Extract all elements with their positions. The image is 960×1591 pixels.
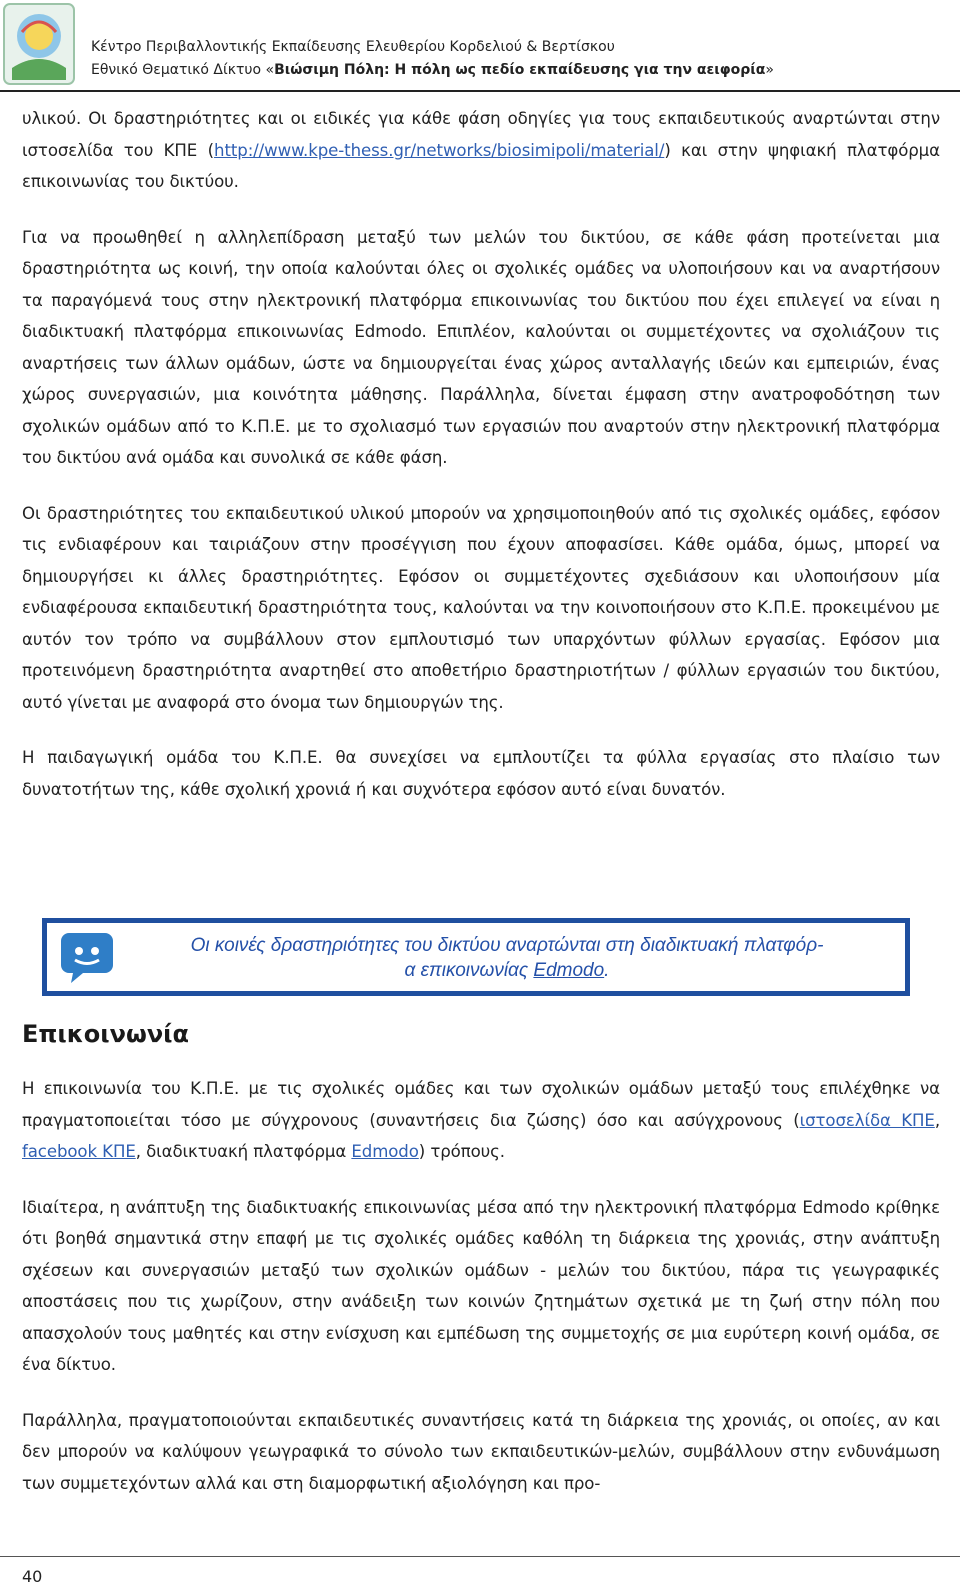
- paragraph-1: υλικού. Οι δραστηριότητες και οι ειδικές για κάθε φάση οδηγίες για τους εκπαιδευτικούς αναρτώνται στην ιστοσελίδα του ΚΠΕ (http://www.kpe-thess.gr/networks/biosimipoli/material/) και στην ψηφιακή πλατφόρμα επικοινωνίας του δικτύου.: [22, 109, 940, 191]
- edmodo-logo-icon: [59, 929, 115, 985]
- section-heading: Επικοινωνία: [22, 1020, 190, 1048]
- paragraph-6: Ιδιαίτερα, η ανάπτυξη της διαδικτυακής επικοινωνίας μέσα από την ηλεκτρονική πλατφόρμα Edmodo κρίθηκε ότι βοηθά σημαντικά στην επαφή με τις σχολικές ομάδες καθόλη τη διάρκεια της χρονιάς, στην ανάπτυξη σχέσεων και συνεργασιών μεταξύ των σχολικών ομάδων - μελών του δικτύου, πάρα τις γεωγραφικές αποστάσεις που τις χωρίζουν, στην ανάδειξη των κοινών ζητημάτων σχετικά με τη ζωή στην πόλη που απασχολούν τους μαθητές και στην ενίσχυση και εμπέδωση της συμμετοχής σε μια ευρύτερη κοινή ομάδα, σε ένα δίκτυο.: [22, 1197, 940, 1374]
- edmodo-link[interactable]: Edmodo: [351, 1142, 419, 1161]
- paragraph-4: Η παιδαγωγική ομάδα του Κ.Π.Ε. θα συνεχίσει να εμπλουτίζει τα φύλλα εργασίας στο πλαίσιο των δυνατοτήτων της, κάθε σχολική χρονιά ή και συχνότερα εφόσον αυτό είναι δυνατόν.: [22, 748, 940, 799]
- page-header: [0, 0, 960, 92]
- kpe-facebook-link[interactable]: facebook ΚΠΕ: [22, 1142, 136, 1161]
- paragraph-7: Παράλληλα, πραγματοποιούνται εκπαιδευτικές συναντήσεις κατά τη διάρκεια της χρονιάς, οι οποίες, αν και δεν μπορούν να καλύψουν γεωγραφικά το σύνολο των εκπαιδευτικών-μελών, συμβάλλουν στην ενδυνάμωση των συμμετεχόντων αλλά και στη διαμορφωτική αξιολόγηση και προ-: [22, 1410, 940, 1493]
- kpe-logo-icon: [2, 2, 76, 86]
- body-section-1: [22, 103, 940, 805]
- callout-text: [127, 933, 887, 983]
- material-link[interactable]: http://www.kpe-thess.gr/networks/biosimipoli/material/: [214, 140, 665, 160]
- body-section-2: [22, 1073, 940, 1499]
- header-line-1: Κέντρο Περιβαλλοντικής Εκπαίδευσης Ελευθερίου Κορδελιού & Βερτίσκου: [91, 39, 615, 55]
- callout-edmodo-link[interactable]: Edmodo: [533, 960, 605, 981]
- kpe-website-link[interactable]: ιστοσελίδα ΚΠΕ: [799, 1110, 935, 1130]
- header-text: [91, 36, 774, 82]
- header-divider: [0, 90, 960, 92]
- footer-divider: [0, 1556, 960, 1557]
- edmodo-callout-box: [42, 918, 910, 996]
- page-number: 40: [22, 1567, 43, 1586]
- header-line-2: Εθνικό Θεματικό Δίκτυο «Βιώσιμη Πόλη: Η πόλη ως πεδίο εκπαίδευσης για την αειφορία»: [91, 62, 774, 78]
- callout-line-1: Οι κοινές δραστηριότητες του δικτύου αναρτώνται στη διαδικτυακή πλατφόρ-: [190, 935, 824, 956]
- paragraph-5: Η επικοινωνία του Κ.Π.Ε. με τις σχολικές ομάδες και των σχολικών ομάδων μεταξύ τους επιλέχθηκε να πραγματοποιείται τόσο με σύγχρονους (συναντήσεις δια ζώσης) όσο και ασύγχρονους (ιστοσελίδα ΚΠΕ, facebook ΚΠΕ, διαδικτυακή πλατφόρμα Edmodo) τρόπους.: [22, 1079, 940, 1161]
- paragraph-2: Για να προωθηθεί η αλληλεπίδραση μεταξύ των μελών του δικτύου, σε κάθε φάση προτείνεται μια δραστηριότητα ως κοινή, την οποία καλούνται όλες οι σχολικές ομάδες να υλοποιήσουν και να αναρτήσουν τα παραγόμενά τους στην ηλεκτρονική πλατφόρμα επικοινωνίας του δικτύου που έχει επιλεγεί να είναι η διαδικτυακή πλατφόρμα επικοινωνίας Edmodo. Επιπλέον, καλούνται οι συμμετέχοντες να σχολιάζουν τις αναρτήσεις των άλλων ομάδων, ώστε να δημιουργείται ένας χώρος ανταλλαγής ιδεών και εμπειριών, ένας χώρος συνεργασιών, μια κοινότητα μάθησης. Παράλληλα, δίνεται έμφαση στην ανατροφοδότηση των σχολικών ομάδων από το Κ.Π.Ε. με το σχολιασμό των εργασιών που αναρτούν στην ηλεκτρονική πλατφόρμα του δικτύου ανά ομάδα και συνολικά σε κάθε φάση.: [22, 227, 940, 467]
- paragraph-3: Οι δραστηριότητες του εκπαιδευτικού υλικού μπορούν να χρησιμοποιηθούν από τις σχολικές ομάδες, εφόσον τις ενδιαφέρουν και ταιριάζουν στην προσέγγιση που έχουν αποφασίσει. Κάθε ομάδα, όμως, μπορεί να δημιουργήσει κι άλλες δραστηριότητες. Εφόσον οι συμμετέχοντες σχεδιάσουν και υλοποιήσουν μία ενδιαφέρουσα εκπαιδευτική δραστηριότητα τους, καλούνται να την κοινοποιήσουν στο Κ.Π.Ε. προκειμένου με αυτόν τον τρόπο να συμβάλλουν στον εμπλουτισμό των υπαρχόντων φύλλων εργασίας. Εφόσον μια προτεινόμενη δραστηριότητα αναρτηθεί στο αποθετήριο δραστηριοτήτων / φύλλων εργασιών του δικτύου, αυτό γίνεται με αναφορά στο όνομα των δημιουργών της.: [22, 503, 940, 712]
- callout-line-2: α επικοινωνίας Edmodo.: [404, 960, 610, 981]
